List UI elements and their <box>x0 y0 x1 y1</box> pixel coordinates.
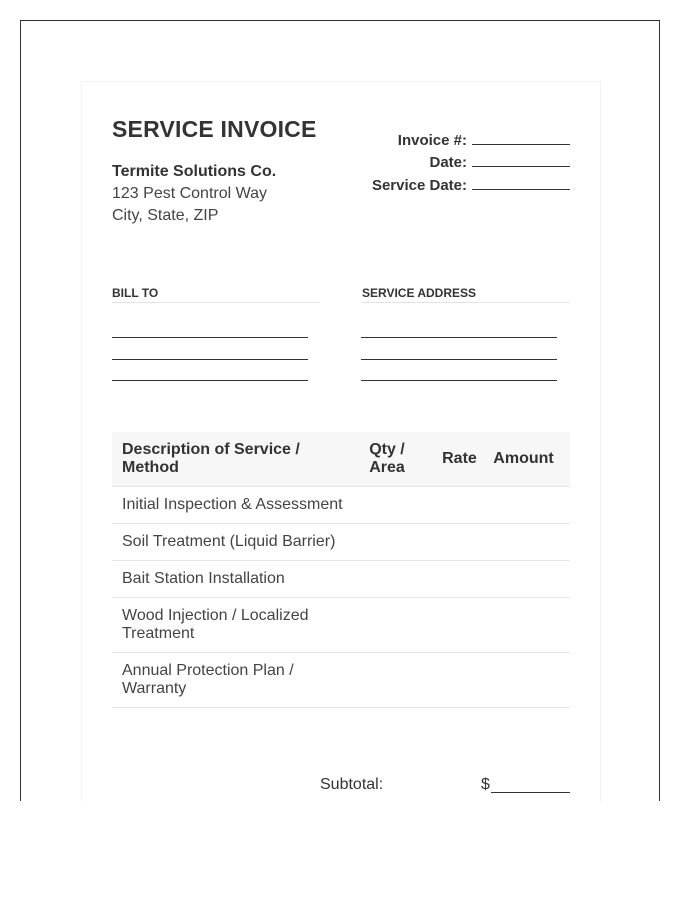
date-label: Date: <box>429 154 467 171</box>
header-amount: Amount <box>489 432 570 487</box>
bill-to-heading: BILL TO <box>112 286 159 300</box>
amount-cell[interactable] <box>489 598 570 653</box>
table-row <box>112 598 570 653</box>
invoice-number-field[interactable] <box>472 130 570 145</box>
subtotal-field[interactable] <box>491 792 570 793</box>
qty-cell[interactable] <box>359 561 429 598</box>
subtotal-currency: $ <box>481 776 490 793</box>
services-table <box>112 432 570 708</box>
bill-to-divider <box>112 302 320 303</box>
service-description: Bait Station Installation <box>112 561 359 598</box>
service-description: Wood Injection / Localized Treatment <box>112 598 359 653</box>
service-date-label: Service Date: <box>371 177 467 194</box>
subtotal-label: Subtotal: <box>320 776 384 793</box>
rate-cell[interactable] <box>430 653 490 708</box>
amount-cell[interactable] <box>489 653 570 708</box>
amount-cell[interactable] <box>489 487 570 524</box>
table-row <box>112 524 570 561</box>
invoice-title: SERVICE INVOICE <box>112 116 317 142</box>
bill-to-line-3[interactable] <box>112 380 308 381</box>
rate-cell[interactable] <box>430 487 490 524</box>
table-row <box>112 653 570 708</box>
service-address-line-3[interactable] <box>361 380 557 381</box>
invoice-number-row <box>398 130 570 149</box>
qty-cell[interactable] <box>359 598 429 653</box>
rate-cell[interactable] <box>430 598 490 653</box>
header-rate: Rate <box>430 432 490 487</box>
header-description: Description of Service / Method <box>112 432 359 487</box>
invoice-number-label: Invoice #: <box>397 132 467 149</box>
amount-cell[interactable] <box>489 561 570 598</box>
rate-cell[interactable] <box>430 524 490 561</box>
table-row <box>112 561 570 598</box>
service-description: Initial Inspection & Assessment <box>112 487 359 524</box>
qty-cell[interactable] <box>359 653 429 708</box>
bill-to-line-1[interactable] <box>112 337 308 338</box>
service-address-line-2[interactable] <box>361 359 557 360</box>
date-field[interactable] <box>472 152 570 167</box>
service-date-field[interactable] <box>472 175 570 190</box>
table-header-row <box>112 432 570 487</box>
service-address-heading: SERVICE ADDRESS <box>362 286 477 300</box>
rate-cell[interactable] <box>430 561 490 598</box>
qty-cell[interactable] <box>359 487 429 524</box>
service-address-divider <box>362 302 570 303</box>
service-date-row <box>372 175 570 194</box>
date-row <box>429 152 570 171</box>
company-address-line1: 123 Pest Control Way <box>112 185 268 202</box>
company-address-line2: City, State, ZIP <box>112 207 219 224</box>
amount-cell[interactable] <box>489 524 570 561</box>
table-row <box>112 487 570 524</box>
service-description: Annual Protection Plan / Warranty <box>112 653 359 708</box>
bill-to-line-2[interactable] <box>112 359 308 360</box>
service-address-line-1[interactable] <box>361 337 557 338</box>
service-description: Soil Treatment (Liquid Barrier) <box>112 524 359 561</box>
company-name: Termite Solutions Co. <box>112 163 277 180</box>
header-qty-area: Qty / Area <box>359 432 429 487</box>
qty-cell[interactable] <box>359 524 429 561</box>
